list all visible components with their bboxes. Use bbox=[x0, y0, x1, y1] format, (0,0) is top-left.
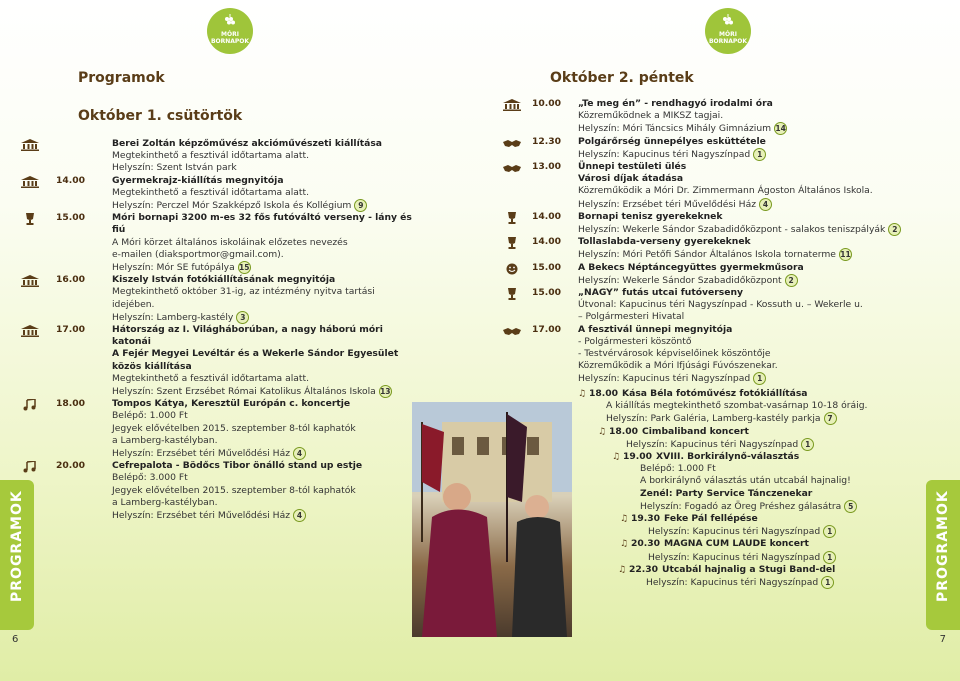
event-item bbox=[56, 398, 418, 460]
festival-logo bbox=[207, 8, 253, 54]
event-time: 18.00 bbox=[608, 425, 638, 437]
event-title bbox=[578, 98, 910, 110]
music-note-icon: ♫ bbox=[618, 564, 629, 575]
event-body bbox=[112, 398, 418, 460]
museum-icon bbox=[20, 325, 40, 337]
event-text: A Fejér Megyei Levéltár és a Wekerle Sándor Egyesület közös kiállítása bbox=[112, 348, 399, 372]
handshake-icon bbox=[502, 137, 522, 149]
event-time: 20.00 bbox=[56, 460, 86, 472]
event-body bbox=[578, 211, 910, 236]
event-text: Kiszely István fotókiállításának megnyitója bbox=[112, 274, 336, 286]
event-text: Helyszín: Móri Petőfi Sándor Általános Iskola tornaterme bbox=[578, 249, 836, 261]
event-body bbox=[648, 525, 898, 538]
handshake-icon bbox=[502, 325, 522, 337]
event-text: Útvonal: Kapucinus téri Nagyszínpad - Kossuth u. – Wekerle u. bbox=[578, 299, 863, 311]
event-body bbox=[578, 324, 910, 386]
event-text: Gyermekrajz-kiállítás megnyitója bbox=[112, 174, 284, 186]
museum-icon bbox=[20, 139, 40, 151]
event-time: 15.00 bbox=[532, 287, 562, 299]
event-item bbox=[532, 287, 910, 324]
festival-logo bbox=[705, 8, 751, 54]
event-body bbox=[112, 212, 418, 274]
event-detail bbox=[112, 472, 418, 484]
event-text: Megtekinthető október 31-ig, az intézmény nyitva tartási idejében. bbox=[112, 286, 375, 310]
event-title bbox=[578, 161, 910, 173]
event-list bbox=[56, 138, 418, 522]
event-body bbox=[578, 161, 910, 211]
event-heading bbox=[598, 426, 898, 438]
event-detail bbox=[112, 373, 418, 385]
location-number-badge: 4 bbox=[293, 509, 306, 522]
event-text: Helyszín: Park Galéria, Lamberg-kastély parkja bbox=[606, 413, 821, 425]
event-time: 13.00 bbox=[532, 161, 562, 173]
location-number-badge: 1 bbox=[823, 525, 836, 538]
event-title bbox=[112, 138, 418, 150]
location-number-badge: 9 bbox=[354, 199, 367, 212]
day-heading: Október 2. péntek bbox=[550, 70, 694, 86]
event-title bbox=[578, 136, 910, 148]
event-text: Helyszín: Szent István park bbox=[112, 162, 237, 174]
event-title bbox=[112, 460, 418, 472]
event-body bbox=[648, 551, 898, 564]
event-item bbox=[56, 274, 418, 324]
music-note-icon: ♫ bbox=[612, 452, 623, 463]
event-body bbox=[646, 576, 898, 589]
event-time: 16.00 bbox=[56, 274, 86, 286]
event-text: „Te meg én” - rendhagyó irodalmi óra bbox=[578, 98, 773, 109]
event-text: A fesztivál ünnepi megnyitója bbox=[578, 323, 733, 335]
event-text: Belépő: 1.000 Ft bbox=[640, 463, 716, 475]
event-text: Közreműködik a Móri Ifjúsági Fúvószenekar. bbox=[578, 360, 778, 372]
event-heading bbox=[620, 513, 898, 525]
event-text: Helyszín: Erzsébet téri Művelődési Ház bbox=[578, 198, 757, 210]
event-text: Helyszín: Kapucinus téri Nagyszínpad bbox=[578, 148, 751, 160]
event-text: - Testvérvárosok képviselőinek köszöntője bbox=[578, 348, 771, 360]
location-number-badge: 1 bbox=[823, 551, 836, 564]
event-text: A kiállítás megtekinthető szombat-vasárnap 10-18 óráig. bbox=[606, 400, 868, 412]
event-body bbox=[640, 463, 898, 513]
location-number-badge: 1 bbox=[821, 576, 834, 589]
event-detail bbox=[112, 423, 418, 435]
trophy-icon bbox=[502, 237, 522, 249]
event-time: 22.30 bbox=[628, 563, 658, 575]
event-item bbox=[578, 451, 898, 513]
event-body bbox=[112, 175, 418, 213]
photo-illustration bbox=[412, 402, 572, 637]
location-number-badge: 14 bbox=[775, 124, 786, 134]
event-time: 14.00 bbox=[532, 236, 562, 248]
event-title bbox=[112, 324, 418, 348]
location-number-badge: 4 bbox=[293, 447, 306, 460]
event-text: - Polgármesteri köszöntő bbox=[578, 335, 692, 347]
event-detail bbox=[112, 311, 418, 324]
event-detail bbox=[578, 122, 910, 135]
event-body bbox=[578, 236, 910, 261]
event-detail bbox=[112, 410, 418, 422]
event-detail bbox=[112, 249, 418, 261]
event-list bbox=[532, 98, 910, 386]
event-text: – Polgármesteri Hivatal bbox=[578, 311, 685, 323]
event-detail bbox=[640, 500, 898, 513]
trophy-icon bbox=[502, 212, 522, 224]
location-number-badge: 1 bbox=[801, 438, 814, 451]
event-detail bbox=[578, 223, 910, 236]
event-time: 14.00 bbox=[56, 174, 86, 186]
event-time: 18.00 bbox=[588, 388, 618, 399]
event-title bbox=[578, 173, 910, 185]
event-title: Utcabál hajnalig a Stugi Band-del bbox=[662, 563, 836, 575]
grape-icon bbox=[223, 14, 237, 28]
museum-icon bbox=[20, 176, 40, 188]
event-text: A Bekecs Néptáncegyüttes gyermekműsora bbox=[578, 261, 804, 273]
event-text: Helyszín: Erzsébet téri Művelődési Ház bbox=[112, 510, 291, 522]
event-item bbox=[532, 98, 910, 136]
event-item bbox=[578, 564, 898, 589]
event-title bbox=[578, 324, 910, 336]
trophy-icon bbox=[20, 213, 40, 225]
event-text: Megtekinthető a fesztivál időtartama alatt. bbox=[112, 150, 310, 162]
location-number-badge: 2 bbox=[785, 274, 798, 287]
event-time: 17.00 bbox=[56, 324, 86, 336]
event-detail bbox=[646, 576, 898, 589]
event-time: 12.30 bbox=[532, 135, 562, 147]
event-text: a Lamberg-kastélyban. bbox=[112, 496, 218, 508]
event-text: A Móri körzet általános iskoláinak előzetes nevezés bbox=[112, 236, 348, 248]
event-title: Cimbaliband koncert bbox=[642, 425, 749, 437]
event-time: 15.00 bbox=[532, 261, 562, 273]
event-title bbox=[112, 274, 418, 286]
event-text: Jegyek elővételben 2015. szeptember 8-tól kaphatók bbox=[112, 484, 356, 496]
event-title bbox=[578, 211, 910, 223]
event-detail bbox=[112, 447, 418, 460]
event-text: Helyszín: Mór SE futópálya bbox=[112, 262, 235, 274]
sidebar-label: PROGRAMOK bbox=[9, 490, 25, 602]
event-title bbox=[112, 212, 418, 236]
event-text: Polgárőrség ünnepélyes esküttétele bbox=[578, 135, 766, 147]
event-detail bbox=[112, 497, 418, 509]
event-detail bbox=[640, 475, 898, 487]
event-heading bbox=[612, 451, 898, 463]
event-detail bbox=[606, 412, 898, 425]
music-note-icon: ♫ bbox=[578, 389, 589, 399]
event-detail bbox=[578, 360, 910, 372]
location-number-badge: 1 bbox=[753, 372, 766, 385]
event-text: Tompos Kátya, Keresztül Európán c. koncertje bbox=[112, 398, 351, 410]
event-text: e-mailen (diaksportmor@gmail.com). bbox=[112, 248, 284, 260]
day-heading: Október 1. csütörtök bbox=[78, 108, 243, 124]
event-text: Jegyek elővételben 2015. szeptember 8-tól kaphatók bbox=[112, 422, 356, 434]
event-text: Helyszín: Kapucinus téri Nagyszínpad bbox=[626, 438, 799, 450]
event-time: 18.00 bbox=[56, 398, 86, 410]
event-time: 19.30 bbox=[630, 513, 660, 525]
event-detail bbox=[112, 485, 418, 497]
event-text: Helyszín: Erzsébet téri Művelődési Ház bbox=[112, 448, 291, 460]
event-time: 19.00 bbox=[622, 451, 652, 463]
event-detail bbox=[112, 199, 418, 212]
event-text: Berei Zoltán képzőművész akcióművészeti kiállítása bbox=[112, 138, 382, 149]
sidebar-tab bbox=[926, 480, 960, 630]
event-body bbox=[112, 324, 418, 398]
event-detail bbox=[606, 400, 898, 412]
event-detail bbox=[578, 198, 910, 211]
event-detail bbox=[578, 299, 910, 311]
logo-line2: BORNAPOK bbox=[708, 37, 748, 45]
event-body bbox=[112, 274, 418, 324]
event-body bbox=[112, 138, 418, 175]
event-body bbox=[578, 262, 910, 287]
event-detail bbox=[112, 261, 418, 274]
event-item bbox=[56, 212, 418, 274]
event-item bbox=[578, 513, 898, 538]
music-icon bbox=[20, 399, 40, 411]
event-text: Ünnepi testületi ülés bbox=[578, 161, 687, 173]
event-title: XVIII. Borkirálynő-választás bbox=[656, 451, 800, 463]
event-detail bbox=[112, 237, 418, 249]
event-item bbox=[578, 388, 898, 426]
event-detail bbox=[578, 110, 910, 122]
event-title bbox=[112, 398, 418, 410]
event-detail bbox=[640, 463, 898, 475]
event-text: Belépő: 3.000 Ft bbox=[112, 472, 188, 484]
location-number-badge: 7 bbox=[824, 412, 837, 425]
location-number-badge: 13 bbox=[380, 387, 391, 397]
event-item bbox=[532, 236, 910, 261]
event-text: Helyszín: Fogadó az Öreg Préshez gálasátra bbox=[640, 500, 842, 512]
event-title bbox=[578, 287, 910, 299]
handshake-icon bbox=[502, 162, 522, 174]
event-detail bbox=[578, 248, 910, 261]
sidebar-tab bbox=[0, 480, 34, 630]
music-icon bbox=[20, 461, 40, 473]
event-time: 14.00 bbox=[532, 210, 562, 222]
location-number-badge: 5 bbox=[844, 500, 857, 513]
location-number-badge: 3 bbox=[236, 311, 249, 324]
event-detail bbox=[578, 372, 910, 385]
event-text: Tollaslabda-verseny gyerekeknek bbox=[578, 236, 751, 248]
event-title: Kása Béla fotóművész fotókiállítása bbox=[622, 388, 808, 399]
event-detail bbox=[112, 286, 418, 310]
evening-event-list bbox=[578, 388, 898, 589]
page-number: 7 bbox=[939, 634, 946, 645]
page-number: 6 bbox=[12, 634, 19, 645]
music-note-icon: ♫ bbox=[620, 514, 631, 525]
event-title: Feke Pál fellépése bbox=[664, 513, 758, 525]
event-text: Megtekinthető a fesztivál időtartama alatt. bbox=[112, 372, 310, 384]
music-note-icon: ♫ bbox=[598, 426, 609, 437]
event-item bbox=[532, 261, 910, 287]
event-text: Közreműködnek a MIKSZ tagjai. bbox=[578, 110, 724, 122]
event-title bbox=[112, 175, 418, 187]
event-item bbox=[532, 210, 910, 236]
event-text: Helyszín: Wekerle Sándor Szabadidőközpont - salakos teniszpályák bbox=[578, 224, 886, 236]
event-detail bbox=[578, 148, 910, 161]
event-detail bbox=[648, 551, 898, 564]
event-body bbox=[112, 460, 418, 522]
event-item bbox=[532, 323, 910, 386]
page-title: Programok bbox=[78, 70, 165, 86]
location-number-badge: 1 bbox=[753, 148, 766, 161]
event-item bbox=[532, 161, 910, 211]
event-text: a Lamberg-kastélyban. bbox=[112, 434, 218, 446]
logo-line1: MÓRI bbox=[221, 31, 239, 38]
event-text: Helyszín: Kapucinus téri Nagyszínpad bbox=[648, 526, 821, 538]
event-body bbox=[626, 438, 898, 451]
event-title bbox=[112, 348, 418, 372]
event-time: 10.00 bbox=[532, 98, 562, 109]
event-text: Bornapi tenisz gyerekeknek bbox=[578, 210, 723, 222]
event-title bbox=[578, 262, 910, 274]
trophy-icon bbox=[502, 288, 522, 300]
event-detail bbox=[578, 348, 910, 360]
event-title bbox=[578, 236, 910, 248]
event-text: Közreműködik a Móri Dr. Zimmermann Ágoston Általános Iskola. bbox=[578, 185, 873, 197]
event-detail bbox=[578, 336, 910, 348]
event-text: Móri bornapi 3200 m-es 32 fős futóváltó verseny - lány és fiú bbox=[112, 212, 412, 236]
location-number-badge: 2 bbox=[888, 223, 901, 236]
sidebar-label: PROGRAMOK bbox=[935, 490, 951, 602]
event-time: 15.00 bbox=[56, 212, 86, 224]
festival-photo bbox=[412, 402, 572, 637]
event-item bbox=[532, 135, 910, 161]
grape-icon bbox=[721, 14, 735, 28]
event-detail bbox=[578, 311, 910, 323]
event-text: Városi díjak átadása bbox=[578, 173, 684, 185]
event-text: Helyszín: Kapucinus téri Nagyszínpad bbox=[648, 551, 821, 563]
event-item bbox=[578, 538, 898, 563]
event-item bbox=[78, 138, 418, 175]
museum-icon bbox=[20, 275, 40, 287]
event-detail bbox=[578, 274, 910, 287]
event-text: Helyszín: Móri Táncsics Mihály Gimnázium bbox=[578, 123, 772, 135]
music-note-icon: ♫ bbox=[620, 539, 631, 550]
event-text: Hátország az I. Világháborúban, a nagy háború móri katonái bbox=[112, 324, 383, 348]
event-text: Helyszín: Lamberg-kastély bbox=[112, 311, 234, 323]
location-number-badge: 4 bbox=[759, 198, 772, 211]
event-text: Megtekinthető a fesztivál időtartama alatt. bbox=[112, 186, 310, 198]
event-detail bbox=[112, 187, 418, 199]
logo-line1: MÓRI bbox=[719, 31, 737, 38]
event-detail bbox=[626, 438, 898, 451]
event-item bbox=[56, 460, 418, 522]
event-detail bbox=[112, 385, 418, 398]
event-text: Zenél: Party Service Tánczenekar bbox=[640, 487, 813, 499]
event-detail bbox=[112, 150, 418, 162]
event-body bbox=[578, 136, 910, 161]
smiley-icon bbox=[502, 263, 522, 275]
event-item bbox=[56, 174, 418, 213]
event-time: 17.00 bbox=[532, 323, 562, 335]
event-title bbox=[640, 488, 898, 500]
event-heading bbox=[620, 538, 898, 550]
location-number-badge: 15 bbox=[239, 263, 250, 273]
event-heading bbox=[618, 564, 898, 576]
event-text: Helyszín: Perczel Mór Szakképző Iskola és Kollégium bbox=[112, 200, 352, 212]
logo-line2: BORNAPOK bbox=[210, 37, 250, 45]
event-detail bbox=[648, 525, 898, 538]
event-detail bbox=[112, 162, 418, 174]
event-detail bbox=[112, 435, 418, 447]
event-time: 20.30 bbox=[630, 538, 660, 550]
event-text: Helyszín: Wekerle Sándor Szabadidőközpont bbox=[578, 274, 782, 286]
museum-icon bbox=[502, 99, 522, 111]
event-body bbox=[578, 98, 910, 136]
event-text: „NAGY” futás utcai futóverseny bbox=[578, 287, 744, 299]
event-body bbox=[606, 400, 898, 425]
event-title: MAGNA CUM LAUDE koncert bbox=[664, 538, 809, 550]
event-heading bbox=[578, 388, 898, 400]
event-detail bbox=[578, 185, 910, 197]
location-number-badge: 11 bbox=[840, 250, 851, 260]
event-body bbox=[578, 287, 910, 324]
event-text: Helyszín: Szent Erzsébet Római Katolikus Általános Iskola bbox=[112, 386, 376, 398]
event-text: A borkirálynő választás után utcabál hajnalig! bbox=[640, 475, 851, 487]
event-item bbox=[56, 324, 418, 398]
event-detail bbox=[112, 509, 418, 522]
event-text: Helyszín: Kapucinus téri Nagyszínpad bbox=[646, 577, 819, 589]
event-item bbox=[578, 426, 898, 451]
event-text: Belépő: 1.000 Ft bbox=[112, 410, 188, 422]
event-text: Cefrepalota - Bödőcs Tibor önálló stand up estje bbox=[112, 460, 363, 472]
event-text: Helyszín: Kapucinus téri Nagyszínpad bbox=[578, 373, 751, 385]
